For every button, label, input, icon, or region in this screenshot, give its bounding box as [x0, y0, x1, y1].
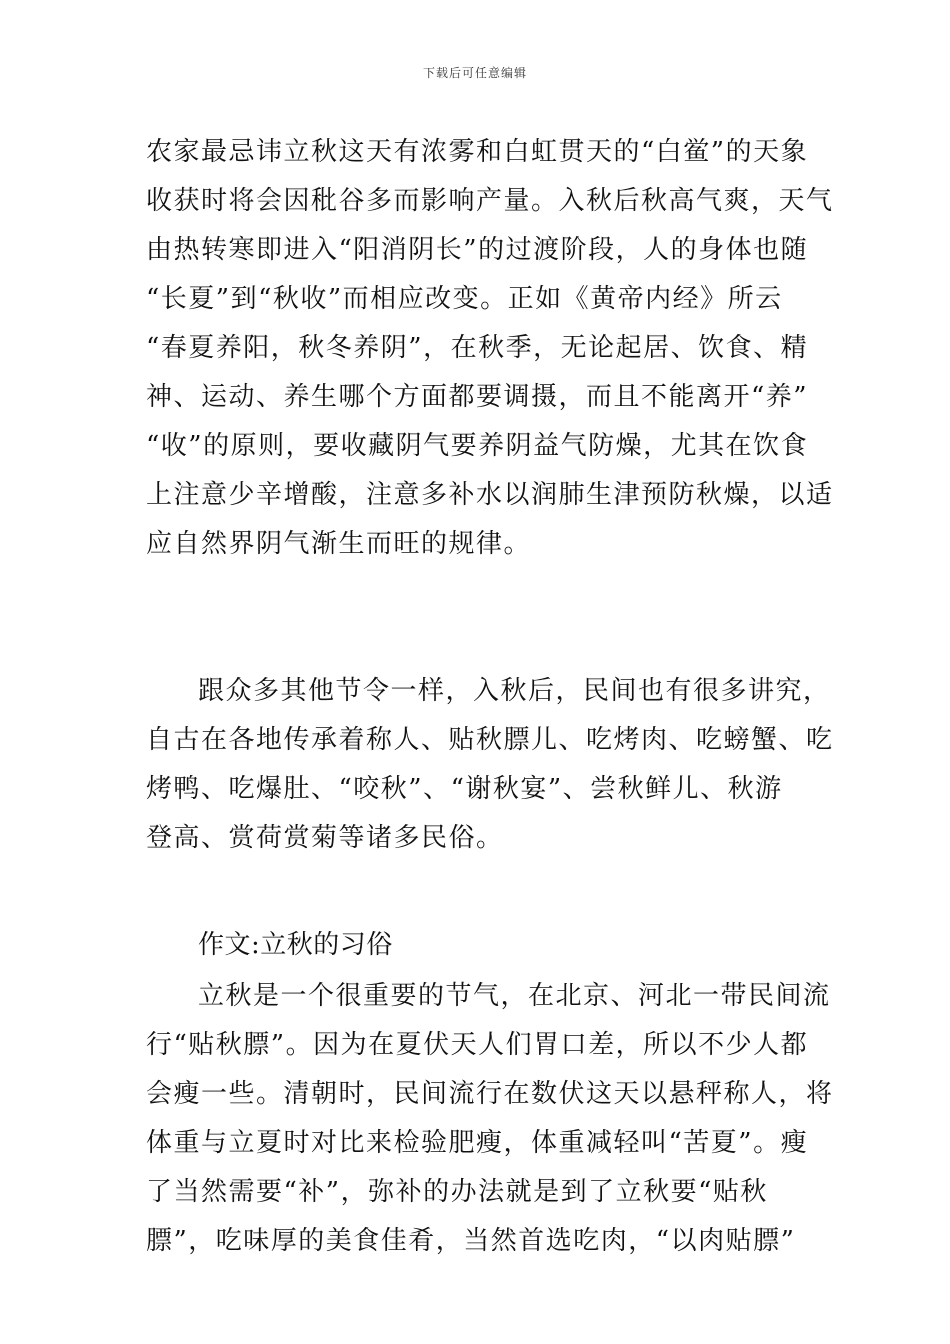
text-line: 烤鸭、吃爆肚、“咬秋”、“谢秋宴”、尝秋鲜儿、秋游 [146, 774, 783, 804]
text-line: 由热转寒即进入“阳消阴长”的过渡阶段，人的身体也随 [146, 235, 809, 265]
page-header: 下载后可任意编辑 [422, 66, 527, 80]
paragraph-spacer [146, 569, 811, 667]
paragraph-2 [146, 667, 834, 863]
text-line: 神、运动、养生哪个方面都要调摄，而且不能离开“养” [146, 382, 809, 412]
text-line: 上注意少辛增酸，注意多补水以润肺生津预防秋燥，以适 [146, 480, 834, 510]
text-line: “长夏”到“秋收”而相应改变。正如《黄帝内经》所云 [146, 284, 783, 314]
text-line: 应自然界阴气渐生而旺的规律。 [146, 529, 532, 559]
paragraph-3 [146, 919, 834, 1266]
text-line: “收”的原则，要收藏阴气要养阴益气防燥，尤其在饮食 [146, 431, 809, 461]
text-line: 膘”，吃味厚的美食佳肴，当然首选吃肉，“以肉贴膘” [146, 1226, 796, 1256]
text-line: 收获时将会因秕谷多而影响产量。入秋后秋高气爽，天气 [146, 186, 834, 216]
text-line: 会瘦一些。清朝时，民间流行在数伏这天以悬秤称人，将 [146, 1079, 834, 1109]
text-line: 行“贴秋膘”。因为在夏伏天人们胃口差，所以不少人都 [146, 1030, 809, 1060]
text-line: 登高、赏荷赏菊等诸多民俗。 [146, 823, 504, 853]
paragraph-spacer [146, 863, 811, 919]
section-heading: 作文:立秋的习俗 [198, 930, 393, 960]
text-line: 体重与立夏时对比来检验肥瘦，体重减轻叫“苦夏”。瘦 [146, 1128, 809, 1158]
text-line: “春夏养阳，秋冬养阴”，在秋季，无论起居、饮食、精 [146, 333, 809, 363]
text-line: 了当然需要“补”，弥补的办法就是到了立秋要“贴秋 [146, 1177, 768, 1207]
text-line: 农家最忌讳立秋这天有浓雾和白虹贯天的“白鲎”的天象 [146, 137, 809, 167]
text-line: 跟众多其他节令一样，入秋后，民间也有很多讲究， [198, 676, 831, 706]
paragraph-1 [146, 128, 834, 569]
text-line: 自古在各地传承着称人、贴秋膘儿、吃烤肉、吃螃蟹、吃 [146, 725, 834, 755]
document-body [146, 128, 834, 1266]
text-line: 立秋是一个很重要的节气，在北京、河北一带民间流 [198, 981, 831, 1011]
